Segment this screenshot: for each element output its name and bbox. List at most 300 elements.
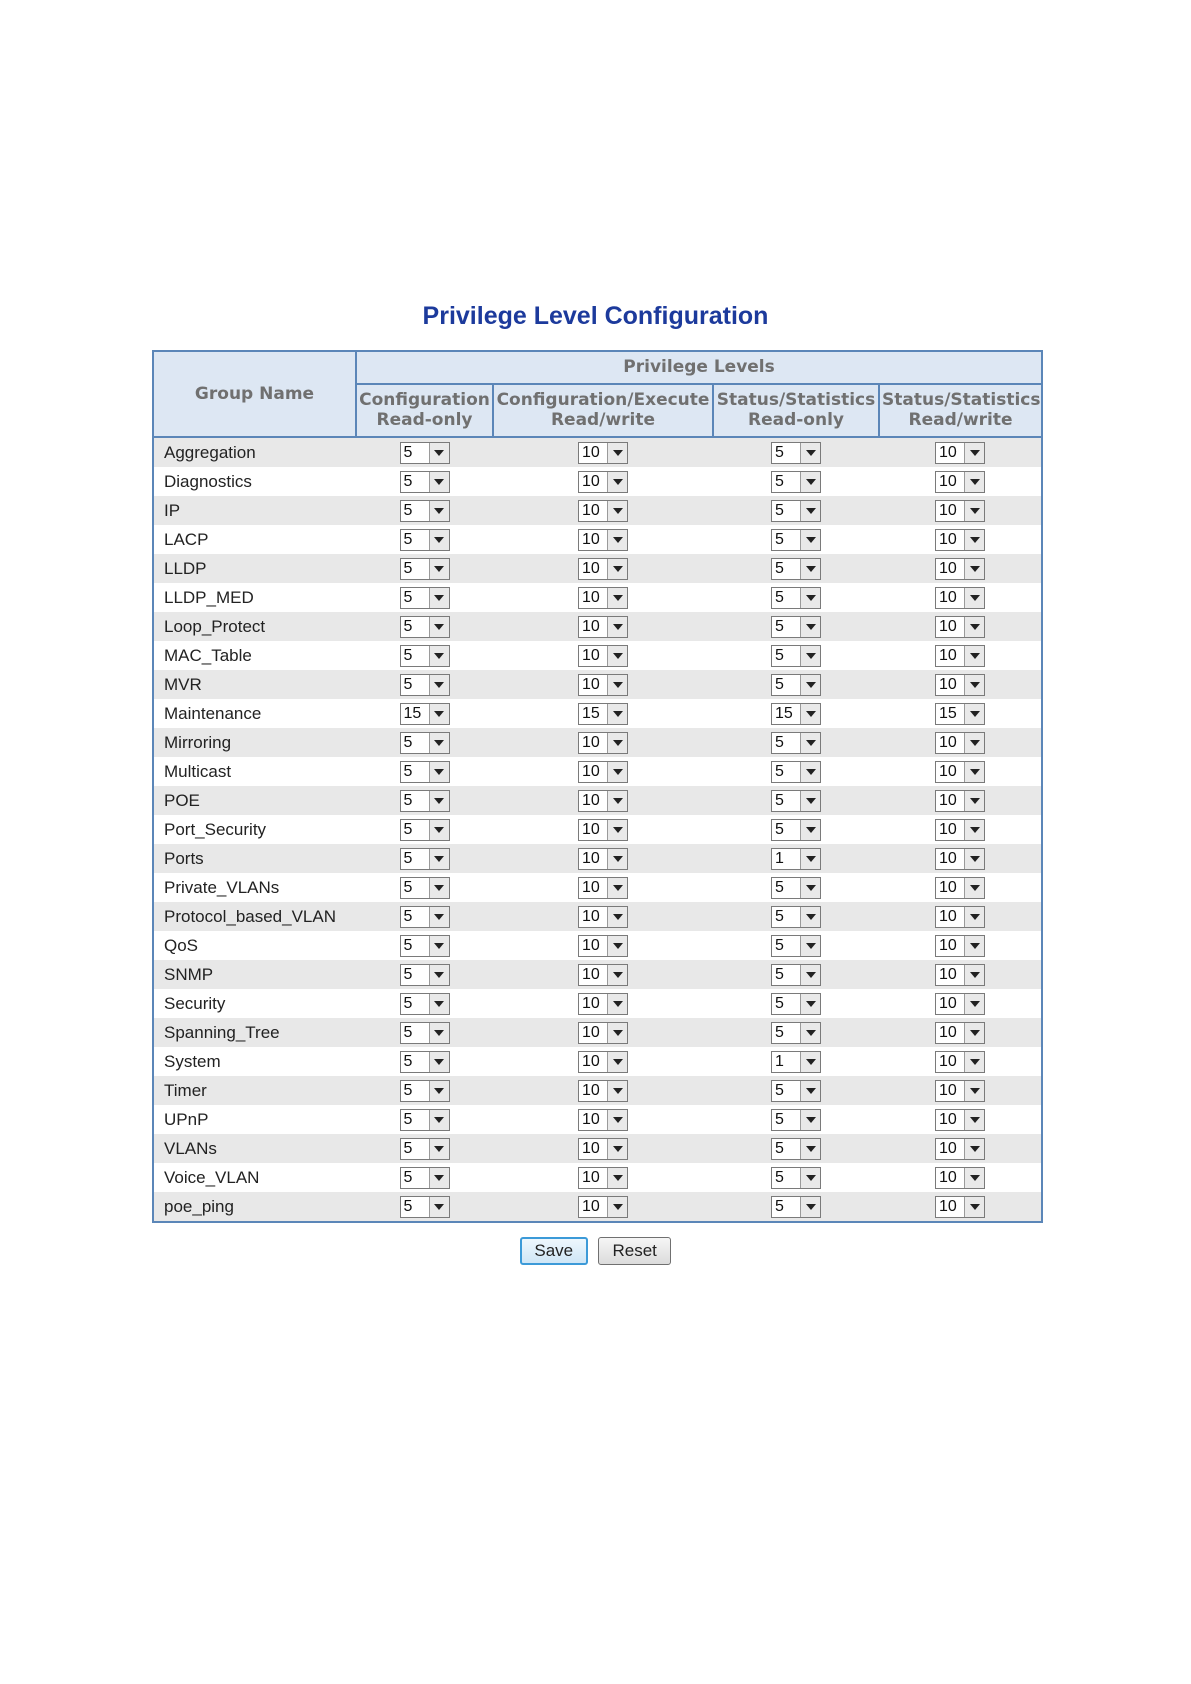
privilege-select-config-rw[interactable] — [578, 1196, 628, 1218]
privilege-select-status-rw[interactable] — [935, 1109, 985, 1131]
group-name-cell: VLANs — [153, 1134, 356, 1163]
chevron-down-icon[interactable] — [429, 1081, 449, 1101]
privilege-select-config-ro[interactable] — [400, 500, 450, 522]
privilege-select-status-ro[interactable] — [771, 993, 821, 1015]
privilege-select-config-rw[interactable] — [578, 558, 628, 580]
privilege-select-status-ro[interactable] — [771, 964, 821, 986]
group-name-cell: QoS — [153, 931, 356, 960]
privilege-select-config-ro[interactable] — [400, 1167, 450, 1189]
selected-value: 5 — [775, 907, 784, 925]
privilege-select-config-rw[interactable] — [578, 732, 628, 754]
level-cell — [713, 815, 879, 844]
privilege-select-config-rw[interactable] — [578, 442, 628, 464]
group-name-cell: LACP — [153, 525, 356, 554]
chevron-down-icon[interactable] — [607, 617, 627, 637]
chevron-down-icon[interactable] — [964, 1110, 984, 1130]
selected-value: 5 — [403, 965, 413, 983]
privilege-select-status-ro[interactable] — [771, 703, 821, 725]
privilege-select-config-rw[interactable] — [578, 848, 628, 870]
privilege-select-config-ro[interactable] — [400, 906, 450, 928]
level-cell — [713, 1192, 879, 1222]
chevron-down-icon[interactable] — [429, 762, 449, 782]
privilege-select-status-ro[interactable] — [771, 1109, 821, 1131]
privilege-select-status-ro[interactable] — [771, 1022, 821, 1044]
table-row — [153, 670, 1042, 699]
level-cell — [879, 1134, 1042, 1163]
level-cell — [713, 1163, 879, 1192]
privilege-select-config-ro[interactable] — [400, 1022, 450, 1044]
chevron-down-icon[interactable] — [964, 675, 984, 695]
selected-value: 5 — [403, 530, 413, 548]
chevron-down-icon[interactable] — [964, 1197, 984, 1217]
group-name-cell: UPnP — [153, 1105, 356, 1134]
chevron-down-icon[interactable] — [429, 1139, 449, 1159]
chevron-down-icon[interactable] — [800, 1197, 820, 1217]
chevron-down-icon[interactable] — [607, 762, 627, 782]
column-header-line1: Status/Statistics — [716, 390, 876, 411]
privilege-select-status-ro[interactable] — [771, 906, 821, 928]
privilege-select-config-rw[interactable] — [578, 1080, 628, 1102]
privilege-select-config-ro[interactable] — [400, 877, 450, 899]
chevron-down-icon[interactable] — [964, 907, 984, 927]
table-row — [153, 1134, 1042, 1163]
privilege-select-config-ro[interactable] — [400, 993, 450, 1015]
chevron-down-icon[interactable] — [964, 617, 984, 637]
chevron-down-icon[interactable] — [607, 704, 627, 724]
chevron-down-icon[interactable] — [607, 965, 627, 985]
group-name-cell: Security — [153, 989, 356, 1018]
chevron-down-icon[interactable] — [429, 965, 449, 985]
chevron-down-icon[interactable] — [607, 588, 627, 608]
selected-value: 10 — [939, 1023, 957, 1041]
privilege-select-config-rw[interactable] — [578, 761, 628, 783]
chevron-down-icon[interactable] — [429, 559, 449, 579]
privilege-select-status-ro[interactable] — [771, 877, 821, 899]
privilege-select-status-rw[interactable] — [935, 819, 985, 841]
group-name-header: Group Name — [153, 351, 356, 437]
chevron-down-icon[interactable] — [964, 1023, 984, 1043]
privilege-select-status-ro[interactable] — [771, 790, 821, 812]
group-name-cell: MAC_Table — [153, 641, 356, 670]
level-cell — [879, 612, 1042, 641]
chevron-down-icon[interactable] — [964, 588, 984, 608]
chevron-down-icon[interactable] — [800, 849, 820, 869]
chevron-down-icon[interactable] — [964, 791, 984, 811]
privilege-select-status-rw[interactable] — [935, 1022, 985, 1044]
chevron-down-icon[interactable] — [800, 646, 820, 666]
privilege-select-status-rw[interactable] — [935, 877, 985, 899]
chevron-down-icon[interactable] — [429, 588, 449, 608]
privilege-select-status-rw[interactable] — [935, 1196, 985, 1218]
privilege-select-config-rw[interactable] — [578, 935, 628, 957]
privilege-select-status-rw[interactable] — [935, 935, 985, 957]
chevron-down-icon[interactable] — [607, 1110, 627, 1130]
chevron-down-icon[interactable] — [429, 907, 449, 927]
level-cell — [493, 757, 713, 786]
column-header-line1: Status/Statistics — [882, 390, 1041, 411]
privilege-select-status-rw[interactable] — [935, 529, 985, 551]
privilege-select-config-ro[interactable] — [400, 529, 450, 551]
chevron-down-icon[interactable] — [607, 849, 627, 869]
privilege-select-status-rw[interactable] — [935, 848, 985, 870]
table-row — [153, 1018, 1042, 1047]
reset-button[interactable]: Reset — [598, 1237, 671, 1265]
privilege-select-config-ro[interactable] — [400, 558, 450, 580]
privilege-select-status-rw[interactable] — [935, 964, 985, 986]
chevron-down-icon[interactable] — [429, 1197, 449, 1217]
chevron-down-icon[interactable] — [607, 501, 627, 521]
chevron-down-icon[interactable] — [800, 617, 820, 637]
privilege-select-config-rw[interactable] — [578, 790, 628, 812]
selected-value: 10 — [582, 936, 600, 954]
level-cell — [356, 467, 493, 496]
privilege-select-status-ro[interactable] — [771, 1167, 821, 1189]
privilege-select-config-ro[interactable] — [400, 819, 450, 841]
privilege-select-status-ro[interactable] — [771, 442, 821, 464]
level-cell — [879, 728, 1042, 757]
chevron-down-icon[interactable] — [429, 501, 449, 521]
chevron-down-icon[interactable] — [429, 1168, 449, 1188]
privilege-select-status-ro[interactable] — [771, 848, 821, 870]
chevron-down-icon[interactable] — [800, 1110, 820, 1130]
privilege-levels-header: Privilege Levels — [356, 351, 1042, 384]
privilege-select-status-ro[interactable] — [771, 500, 821, 522]
selected-value: 10 — [939, 820, 957, 838]
privilege-select-config-ro[interactable] — [400, 587, 450, 609]
column-header-line2: Read-only — [376, 410, 473, 431]
chevron-down-icon[interactable] — [607, 646, 627, 666]
chevron-down-icon[interactable] — [429, 704, 449, 724]
chevron-down-icon[interactable] — [800, 762, 820, 782]
privilege-select-status-rw[interactable] — [935, 558, 985, 580]
privilege-select-config-rw[interactable] — [578, 587, 628, 609]
chevron-down-icon[interactable] — [607, 733, 627, 753]
privilege-select-status-rw[interactable] — [935, 616, 985, 638]
selected-value: 10 — [939, 472, 957, 490]
selected-value: 10 — [939, 994, 957, 1012]
chevron-down-icon[interactable] — [800, 733, 820, 753]
privilege-select-config-rw[interactable] — [578, 819, 628, 841]
chevron-down-icon[interactable] — [429, 733, 449, 753]
level-cell — [713, 960, 879, 989]
chevron-down-icon[interactable] — [429, 530, 449, 550]
chevron-down-icon[interactable] — [800, 1052, 820, 1072]
privilege-select-status-ro[interactable] — [771, 529, 821, 551]
chevron-down-icon[interactable] — [964, 501, 984, 521]
privilege-select-config-ro[interactable] — [400, 674, 450, 696]
chevron-down-icon[interactable] — [607, 443, 627, 463]
chevron-down-icon[interactable] — [607, 907, 627, 927]
privilege-select-status-rw[interactable] — [935, 442, 985, 464]
chevron-down-icon[interactable] — [607, 936, 627, 956]
selected-value: 10 — [939, 1081, 957, 1099]
chevron-down-icon[interactable] — [800, 1023, 820, 1043]
level-cell — [356, 902, 493, 931]
chevron-down-icon[interactable] — [964, 443, 984, 463]
chevron-down-icon[interactable] — [800, 878, 820, 898]
selected-value: 5 — [403, 1197, 413, 1215]
privilege-select-config-rw[interactable] — [578, 1051, 628, 1073]
table-row — [153, 1163, 1042, 1192]
level-cell — [713, 525, 879, 554]
selected-value: 5 — [775, 1110, 784, 1128]
chevron-down-icon[interactable] — [964, 472, 984, 492]
chevron-down-icon[interactable] — [800, 559, 820, 579]
privilege-select-config-ro[interactable] — [400, 732, 450, 754]
chevron-down-icon[interactable] — [429, 1110, 449, 1130]
column-header-line2: Read/write — [550, 410, 656, 431]
selected-value: 10 — [582, 1168, 600, 1186]
selected-value: 10 — [939, 1139, 957, 1157]
level-cell — [493, 728, 713, 757]
chevron-down-icon[interactable] — [429, 1023, 449, 1043]
privilege-select-config-ro[interactable] — [400, 1109, 450, 1131]
chevron-down-icon[interactable] — [607, 1197, 627, 1217]
privilege-select-status-rw[interactable] — [935, 761, 985, 783]
chevron-down-icon[interactable] — [800, 965, 820, 985]
chevron-down-icon[interactable] — [800, 501, 820, 521]
privilege-select-config-rw[interactable] — [578, 529, 628, 551]
save-button[interactable]: Save — [520, 1237, 588, 1265]
privilege-select-status-rw[interactable] — [935, 1080, 985, 1102]
chevron-down-icon[interactable] — [429, 646, 449, 666]
privilege-select-config-rw[interactable] — [578, 964, 628, 986]
privilege-select-config-ro[interactable] — [400, 442, 450, 464]
chevron-down-icon[interactable] — [800, 472, 820, 492]
chevron-down-icon[interactable] — [964, 820, 984, 840]
selected-value: 1 — [775, 849, 784, 867]
chevron-down-icon[interactable] — [964, 704, 984, 724]
privilege-select-status-ro[interactable] — [771, 761, 821, 783]
chevron-down-icon[interactable] — [964, 530, 984, 550]
page-title: Privilege Level Configuration — [422, 302, 769, 330]
privilege-select-config-rw[interactable] — [578, 616, 628, 638]
level-cell — [879, 1163, 1042, 1192]
chevron-down-icon[interactable] — [429, 994, 449, 1014]
privilege-select-config-rw[interactable] — [578, 500, 628, 522]
privilege-select-status-ro[interactable] — [771, 616, 821, 638]
chevron-down-icon[interactable] — [607, 878, 627, 898]
privilege-select-status-rw[interactable] — [935, 500, 985, 522]
table-row — [153, 931, 1042, 960]
chevron-down-icon[interactable] — [607, 791, 627, 811]
privilege-select-status-ro[interactable] — [771, 674, 821, 696]
privilege-select-config-rw[interactable] — [578, 1022, 628, 1044]
selected-value: 5 — [775, 1168, 784, 1186]
privilege-select-config-ro[interactable] — [400, 1196, 450, 1218]
privilege-select-status-rw[interactable] — [935, 993, 985, 1015]
privilege-select-config-rw[interactable] — [578, 1167, 628, 1189]
privilege-select-config-ro[interactable] — [400, 935, 450, 957]
privilege-select-config-ro[interactable] — [400, 848, 450, 870]
chevron-down-icon[interactable] — [429, 878, 449, 898]
chevron-down-icon[interactable] — [607, 820, 627, 840]
chevron-down-icon[interactable] — [964, 994, 984, 1014]
privilege-select-config-ro[interactable] — [400, 645, 450, 667]
selected-value: 10 — [582, 733, 600, 751]
level-cell — [879, 960, 1042, 989]
privilege-select-config-rw[interactable] — [578, 471, 628, 493]
privilege-select-config-ro[interactable] — [400, 790, 450, 812]
privilege-select-config-ro[interactable] — [400, 1051, 450, 1073]
chevron-down-icon[interactable] — [429, 443, 449, 463]
chevron-down-icon[interactable] — [429, 849, 449, 869]
privilege-select-config-rw[interactable] — [578, 703, 628, 725]
level-cell — [356, 670, 493, 699]
table-row — [153, 554, 1042, 583]
privilege-select-status-ro[interactable] — [771, 1080, 821, 1102]
chevron-down-icon[interactable] — [429, 472, 449, 492]
privilege-select-status-ro[interactable] — [771, 471, 821, 493]
level-cell — [713, 641, 879, 670]
selected-value: 5 — [775, 1197, 784, 1215]
table-row — [153, 786, 1042, 815]
chevron-down-icon[interactable] — [800, 1168, 820, 1188]
privilege-select-config-ro[interactable] — [400, 964, 450, 986]
selected-value: 10 — [582, 1139, 600, 1157]
privilege-select-status-ro[interactable] — [771, 558, 821, 580]
privilege-select-config-ro[interactable] — [400, 1138, 450, 1160]
level-cell — [493, 612, 713, 641]
chevron-down-icon[interactable] — [964, 1052, 984, 1072]
chevron-down-icon[interactable] — [800, 936, 820, 956]
privilege-select-status-rw[interactable] — [935, 732, 985, 754]
level-cell — [493, 583, 713, 612]
privilege-select-config-ro[interactable] — [400, 616, 450, 638]
chevron-down-icon[interactable] — [429, 791, 449, 811]
group-name-cell: IP — [153, 496, 356, 525]
chevron-down-icon[interactable] — [429, 820, 449, 840]
privilege-select-config-rw[interactable] — [578, 877, 628, 899]
selected-value: 5 — [403, 994, 413, 1012]
privilege-select-status-ro[interactable] — [771, 732, 821, 754]
chevron-down-icon[interactable] — [800, 907, 820, 927]
privilege-select-config-rw[interactable] — [578, 1138, 628, 1160]
table-row — [153, 815, 1042, 844]
chevron-down-icon[interactable] — [800, 675, 820, 695]
table-row — [153, 873, 1042, 902]
chevron-down-icon[interactable] — [964, 1081, 984, 1101]
selected-value: 5 — [403, 617, 413, 635]
privilege-select-config-rw[interactable] — [578, 906, 628, 928]
chevron-down-icon[interactable] — [607, 559, 627, 579]
chevron-down-icon[interactable] — [607, 675, 627, 695]
chevron-down-icon[interactable] — [800, 1081, 820, 1101]
chevron-down-icon[interactable] — [607, 1081, 627, 1101]
chevron-down-icon[interactable] — [607, 1052, 627, 1072]
selected-value: 5 — [403, 1052, 413, 1070]
selected-value: 10 — [582, 907, 600, 925]
privilege-select-status-rw[interactable] — [935, 471, 985, 493]
privilege-select-config-ro[interactable] — [400, 1080, 450, 1102]
level-cell — [879, 757, 1042, 786]
privilege-select-config-ro[interactable] — [400, 471, 450, 493]
chevron-down-icon[interactable] — [607, 1139, 627, 1159]
chevron-down-icon[interactable] — [964, 936, 984, 956]
chevron-down-icon[interactable] — [964, 965, 984, 985]
chevron-down-icon[interactable] — [964, 878, 984, 898]
privilege-select-status-ro[interactable] — [771, 935, 821, 957]
selected-value: 5 — [403, 646, 413, 664]
privilege-select-config-rw[interactable] — [578, 674, 628, 696]
level-cell — [879, 1105, 1042, 1134]
chevron-down-icon[interactable] — [964, 1168, 984, 1188]
chevron-down-icon[interactable] — [964, 733, 984, 753]
chevron-down-icon[interactable] — [607, 530, 627, 550]
chevron-down-icon[interactable] — [800, 443, 820, 463]
privilege-select-status-rw[interactable] — [935, 674, 985, 696]
chevron-down-icon[interactable] — [607, 1168, 627, 1188]
group-name-cell: Protocol_based_VLAN — [153, 902, 356, 931]
selected-value: 5 — [775, 1023, 784, 1041]
chevron-down-icon[interactable] — [429, 1052, 449, 1072]
chevron-down-icon[interactable] — [800, 994, 820, 1014]
selected-value: 5 — [775, 501, 784, 519]
privilege-select-status-rw[interactable] — [935, 645, 985, 667]
chevron-down-icon[interactable] — [800, 791, 820, 811]
chevron-down-icon[interactable] — [800, 530, 820, 550]
privilege-select-status-rw[interactable] — [935, 906, 985, 928]
privilege-select-status-rw[interactable] — [935, 790, 985, 812]
privilege-select-status-ro[interactable] — [771, 1196, 821, 1218]
chevron-down-icon[interactable] — [964, 559, 984, 579]
chevron-down-icon[interactable] — [429, 936, 449, 956]
privilege-select-status-rw[interactable] — [935, 703, 985, 725]
privilege-select-config-rw[interactable] — [578, 1109, 628, 1131]
privilege-select-config-rw[interactable] — [578, 645, 628, 667]
privilege-select-config-rw[interactable] — [578, 993, 628, 1015]
level-cell — [713, 612, 879, 641]
table-row — [153, 1192, 1042, 1222]
privilege-select-status-rw[interactable] — [935, 1167, 985, 1189]
chevron-down-icon[interactable] — [964, 646, 984, 666]
chevron-down-icon[interactable] — [607, 1023, 627, 1043]
chevron-down-icon[interactable] — [429, 617, 449, 637]
privilege-select-status-ro[interactable] — [771, 819, 821, 841]
level-cell — [493, 1047, 713, 1076]
selected-value: 10 — [939, 443, 957, 461]
chevron-down-icon[interactable] — [964, 762, 984, 782]
table-row — [153, 844, 1042, 873]
chevron-down-icon[interactable] — [800, 704, 820, 724]
level-cell — [879, 873, 1042, 902]
table-row — [153, 583, 1042, 612]
chevron-down-icon[interactable] — [964, 1139, 984, 1159]
selected-value: 10 — [582, 1052, 600, 1070]
privilege-select-status-ro[interactable] — [771, 1051, 821, 1073]
privilege-select-status-rw[interactable] — [935, 1051, 985, 1073]
chevron-down-icon[interactable] — [607, 994, 627, 1014]
chevron-down-icon[interactable] — [429, 675, 449, 695]
chevron-down-icon[interactable] — [964, 849, 984, 869]
privilege-select-status-ro[interactable] — [771, 1138, 821, 1160]
selected-value: 10 — [939, 1052, 957, 1070]
selected-value: 5 — [403, 791, 413, 809]
chevron-down-icon[interactable] — [800, 588, 820, 608]
privilege-select-status-rw[interactable] — [935, 1138, 985, 1160]
selected-value: 5 — [403, 878, 413, 896]
privilege-select-status-rw[interactable] — [935, 587, 985, 609]
privilege-select-status-ro[interactable] — [771, 587, 821, 609]
level-cell — [713, 554, 879, 583]
chevron-down-icon[interactable] — [800, 1139, 820, 1159]
privilege-select-status-ro[interactable] — [771, 645, 821, 667]
privilege-select-config-ro[interactable] — [400, 761, 450, 783]
selected-value: 5 — [775, 791, 784, 809]
privilege-select-config-ro[interactable] — [400, 703, 450, 725]
chevron-down-icon[interactable] — [607, 472, 627, 492]
chevron-down-icon[interactable] — [800, 820, 820, 840]
